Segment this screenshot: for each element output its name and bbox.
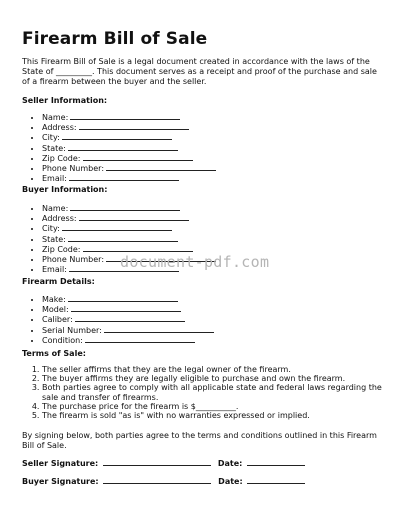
seller-phone-field[interactable]: • Phone Number: xyxy=(42,163,216,173)
seller-address-line[interactable] xyxy=(79,122,189,130)
terms-item: 4. The purchase price for the firearm is $__________. xyxy=(42,402,382,411)
buyer-date-line[interactable] xyxy=(247,475,305,484)
firearm-caliber-line[interactable] xyxy=(75,314,185,322)
seller-zip-line[interactable] xyxy=(83,153,193,161)
firearm-model-line[interactable] xyxy=(71,304,181,312)
firearm-caliber-field[interactable]: • Caliber: xyxy=(42,314,214,324)
buyer-name-line[interactable] xyxy=(70,203,180,211)
terms-item: 2. The buyer affirms they are legally eligible to purchase and own the firearm. xyxy=(42,374,382,383)
intro-paragraph: This Firearm Bill of Sale is a legal document created in accordance with the laws of the State of _________. This document serves as a receipt and proof of the purchase and sale of a firearm between the buyer and the seller. xyxy=(22,57,377,86)
seller-date-line[interactable] xyxy=(247,457,305,466)
firearm-fields-list xyxy=(22,294,214,345)
seller-fields-list xyxy=(22,112,216,183)
buyer-address-field[interactable]: • Address: xyxy=(42,213,216,223)
watermark-text: document-pdf.com xyxy=(120,253,270,271)
seller-date-label: Date: xyxy=(217,459,243,468)
seller-zip-field[interactable]: • Zip Code: xyxy=(42,153,216,163)
buyer-signature-line[interactable] xyxy=(103,475,211,484)
buyer-name-field[interactable]: • Name: xyxy=(42,203,216,213)
firearm-heading: Firearm Details: xyxy=(22,277,95,286)
terms-item: 3. Both parties agree to comply with all applicable state and federal laws regarding the sale and transfer of firearms. xyxy=(42,383,382,401)
seller-address-field[interactable]: • Address: xyxy=(42,122,216,132)
buyer-zip-line[interactable] xyxy=(83,244,193,252)
seller-signature-label: Seller Signature: xyxy=(22,459,99,468)
firearm-condition-line[interactable] xyxy=(85,335,195,343)
buyer-state-line[interactable] xyxy=(68,234,178,242)
seller-name-line[interactable] xyxy=(70,112,180,120)
seller-signature-row xyxy=(22,457,305,468)
seller-email-line[interactable] xyxy=(69,173,179,181)
seller-heading: Seller Information: xyxy=(22,96,108,105)
seller-phone-line[interactable] xyxy=(106,163,216,171)
seller-email-field[interactable]: • Email: xyxy=(42,173,216,183)
seller-state-field[interactable]: • State: xyxy=(42,143,216,153)
firearm-condition-field[interactable]: • Condition: xyxy=(42,335,214,345)
firearm-make-field[interactable]: • Make: xyxy=(42,294,214,304)
seller-state-line[interactable] xyxy=(68,143,178,151)
firearm-make-line[interactable] xyxy=(68,294,178,302)
buyer-heading: Buyer Information: xyxy=(22,185,108,194)
buyer-phone-field[interactable]: • Phone Number: xyxy=(42,254,216,264)
buyer-city-line[interactable] xyxy=(62,223,172,231)
document-title: Firearm Bill of Sale xyxy=(22,29,208,49)
terms-heading: Terms of Sale: xyxy=(22,349,86,358)
seller-signature-line[interactable] xyxy=(103,457,211,466)
buyer-date-label: Date: xyxy=(218,477,243,486)
seller-city-line[interactable] xyxy=(62,132,172,140)
terms-item: 5. The firearm is sold "as is" with no warranties expressed or implied. xyxy=(42,411,382,420)
firearm-model-field[interactable]: • Model: xyxy=(42,304,214,314)
buyer-signature-row xyxy=(22,475,305,486)
firearm-serial-line[interactable] xyxy=(104,325,214,333)
seller-city-field[interactable]: • City: xyxy=(42,132,216,142)
buyer-email-field[interactable]: • Email: xyxy=(42,264,216,274)
seller-name-field[interactable]: • Name: xyxy=(42,112,216,122)
terms-list xyxy=(22,365,382,420)
terms-item: 1. The seller affirms that they are the legal owner of the firearm. xyxy=(42,365,382,374)
buyer-state-field[interactable]: • State: xyxy=(42,234,216,244)
buyer-signature-label: Buyer Signature: xyxy=(22,477,99,486)
closing-paragraph: By signing below, both parties agree to the terms and conditions outlined in this Firearm Bill of Sale. xyxy=(22,431,377,450)
firearm-serial-field[interactable]: • Serial Number: xyxy=(42,325,214,335)
buyer-zip-field[interactable]: • Zip Code: xyxy=(42,244,216,254)
buyer-address-line[interactable] xyxy=(79,213,189,221)
buyer-city-field[interactable]: • City: xyxy=(42,223,216,233)
